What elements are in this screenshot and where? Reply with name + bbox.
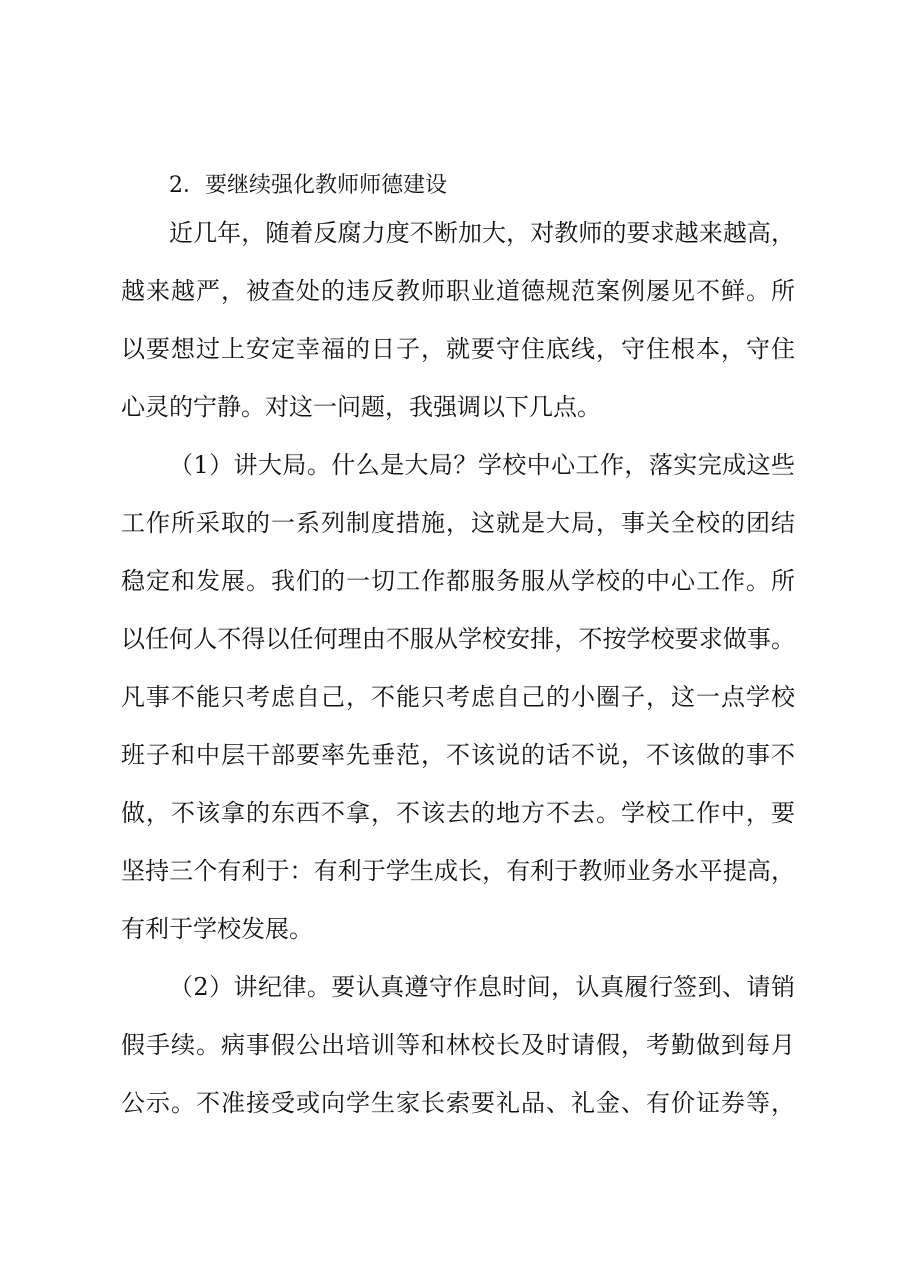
- text-line: 公示。不准接受或向学生家长索要礼品、礼金、有价证券等，: [121, 1089, 795, 1117]
- text-line: （2）讲纪律。要认真遵守作息时间，认真履行签到、请销: [169, 973, 795, 1001]
- text-line: 越来越严，被查处的违反教师职业道德规范案例屡见不鲜。所: [121, 277, 795, 305]
- text-line: 工作所采取的一系列制度措施，这就是大局，事关全校的团结: [121, 509, 795, 537]
- document-body: [121, 168, 795, 1132]
- text-line: 心灵的宁静。对这一问题，我强调以下几点。: [121, 393, 601, 421]
- text-line: 以任何人不得以任何理由不服从学校安排，不按学校要求做事。: [121, 625, 795, 653]
- paragraph-discipline: [121, 958, 795, 1132]
- text-line: 班子和中层干部要率先垂范，不该说的话不说，不该做的事不: [121, 741, 795, 769]
- paragraph-big-picture: [121, 436, 795, 958]
- text-line: 坚持三个有利于：有利于学生成长，有利于教师业务水平提高，: [121, 857, 795, 885]
- text-line: 假手续。病事假公出培训等和林校长及时请假，考勤做到每月: [121, 1031, 795, 1059]
- text-line: 有利于学校发展。: [121, 915, 313, 943]
- text-line: （1）讲大局。什么是大局？学校中心工作，落实完成这些: [169, 451, 795, 479]
- text-line: 做，不该拿的东西不拿，不该去的地方不去。学校工作中，要: [121, 799, 795, 827]
- text-line: 以要想过上安定幸福的日子，就要守住底线，守住根本，守住: [121, 335, 795, 363]
- text-line: 近几年，随着反腐力度不断加大，对教师的要求越来越高，: [169, 219, 795, 247]
- text-line: 凡事不能只考虑自己，不能只考虑自己的小圈子，这一点学校: [121, 683, 795, 711]
- text-line: 稳定和发展。我们的一切工作都服务服从学校的中心工作。所: [121, 567, 795, 595]
- paragraph-intro: [121, 204, 795, 436]
- section-heading: 2．要继续强化教师师德建设: [169, 173, 447, 198]
